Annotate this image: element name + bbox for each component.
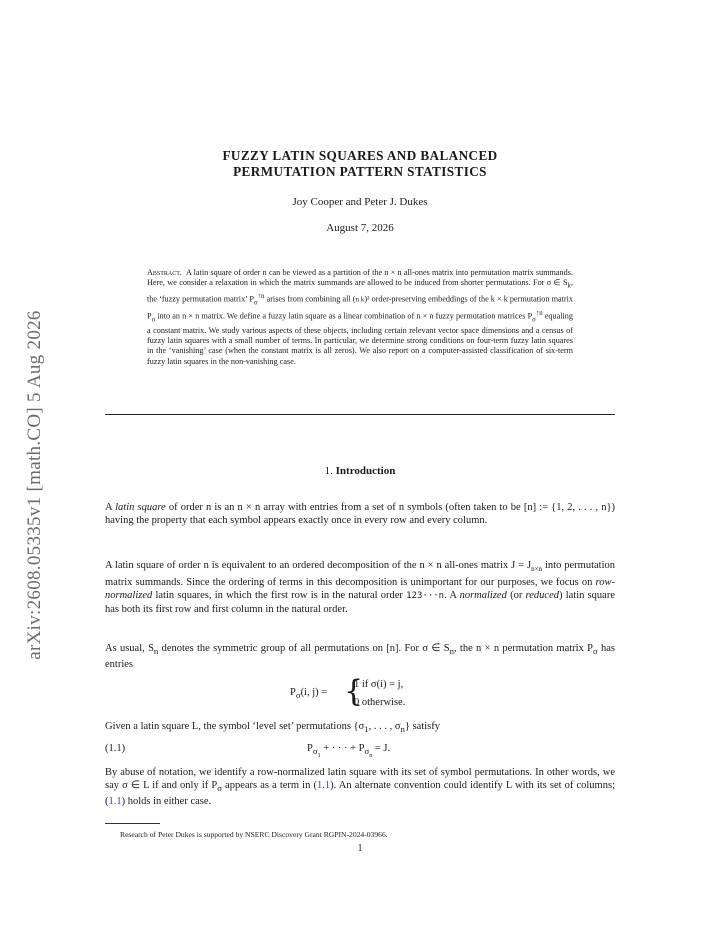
abstract-text-e: into an n × n matrix. We define a fuzzy latin square as a linear combination of n × n fuzzy permutation matrices P bbox=[155, 311, 533, 321]
subscript: n bbox=[449, 646, 454, 657]
title-line-1: FUZZY LATIN SQUARES AND BALANCED bbox=[222, 148, 498, 163]
page-number: 1 bbox=[357, 843, 363, 854]
subscript: n bbox=[153, 646, 159, 657]
text: . A bbox=[444, 590, 460, 602]
natural-order-code: 123···n bbox=[406, 591, 445, 602]
abstract-label: Abstract. bbox=[147, 268, 182, 277]
text: , the n × n permutation matrix P bbox=[453, 643, 593, 654]
emphasis: normalized bbox=[459, 590, 507, 602]
text: has entries bbox=[105, 643, 615, 671]
symbol: P bbox=[307, 743, 313, 754]
text: (or bbox=[506, 590, 526, 602]
subscript: n×n bbox=[531, 565, 543, 574]
text: ). An alternate convention could identify L with its set of columns; ( bbox=[105, 780, 615, 808]
text: } satisfy bbox=[404, 721, 440, 732]
abstract-sub: σ bbox=[532, 316, 536, 324]
abstract-sup: ↑n bbox=[257, 293, 265, 301]
equation-case-1: 1 if σ(i) = j, bbox=[354, 679, 404, 690]
abstract-sub: σ bbox=[151, 316, 156, 324]
abstract-text-f: equaling a constant matrix. We study various aspects of these objects, including certain relevant vector space dimensions and a census of fuzzy latin squares with a small number of terms. In particular, we determine strong conditions on four-term fuzzy latin squares in the ‘vanishing’ case (when the constant matrix is all zeros). We also report on a computer-assisted classification of six-term fuzzy latin squares in the non-vanishing case. bbox=[147, 311, 573, 366]
text: into permutation matrix summands. Since the ordering of terms in this decomposition is unimportant for our purposes, we focus on bbox=[105, 560, 615, 589]
equation-number: (1.1) bbox=[105, 743, 126, 754]
section-number: 1. bbox=[324, 465, 333, 477]
authors: Joy Cooper and Peter J. Dukes bbox=[292, 196, 428, 208]
footnote: Research of Peter Dukes is supported by NSERC Discovery Grant RGPIN-2024-03966. bbox=[120, 830, 388, 839]
abstract-text-d: )² order-preserving embeddings of the k × k permutation matrix P bbox=[147, 295, 573, 321]
paragraph-3 bbox=[105, 642, 615, 671]
text: (i, j) = bbox=[300, 687, 328, 698]
equation-reference-link[interactable]: 1.1 bbox=[316, 780, 331, 791]
subscript bbox=[312, 746, 321, 759]
text: latin squares, in which the first row is in the natural order bbox=[152, 590, 407, 602]
emphasis: row-normalized bbox=[105, 577, 615, 602]
text: + · · · + P bbox=[320, 743, 365, 754]
equation-case-2: 0 otherwise. bbox=[354, 697, 406, 708]
equation-reference-link[interactable]: 1.1 bbox=[108, 796, 122, 808]
text: ) latin square has both its first row and first column in the natural order. bbox=[105, 590, 615, 616]
abstract-text-b: , the ‘fuzzy permutation matrix’ P bbox=[147, 278, 573, 305]
paragraph-1 bbox=[105, 501, 615, 527]
symbol: P bbox=[290, 687, 296, 698]
paragraph-5 bbox=[105, 766, 615, 808]
text: of order n is an n × n array with entries from a set of n symbols (often taken to be [n] := {1, 2, . . . , n}) having the property that each symbol appears exactly once in every row and every column. bbox=[105, 502, 615, 526]
text: = J. bbox=[372, 743, 391, 754]
sub-symbol: σ bbox=[364, 746, 370, 757]
text: ) holds in either case. bbox=[121, 796, 212, 808]
abstract-sup: ↑n bbox=[535, 310, 543, 318]
text: A latin square of order n is equivalent to an ordered decomposition of the n × n all-ones matrix J = J bbox=[105, 560, 532, 571]
paper-title bbox=[105, 148, 615, 180]
text: Given a latin square L, the symbol ‘level set’ permutations {σ bbox=[105, 721, 365, 732]
equation-lhs bbox=[290, 687, 327, 700]
sub-symbol: σ bbox=[312, 746, 318, 757]
section-title: Introduction bbox=[335, 465, 396, 477]
abstract-sub: σ bbox=[253, 299, 258, 307]
arxiv-stamp bbox=[10, 310, 60, 660]
equation-1-1 bbox=[307, 743, 390, 759]
text: A bbox=[105, 502, 116, 513]
section-heading bbox=[105, 465, 615, 477]
text: , . . . , σ bbox=[368, 721, 401, 732]
subscript: n bbox=[400, 724, 405, 735]
text: As usual, S bbox=[105, 643, 154, 654]
equation-brace: { bbox=[344, 674, 364, 709]
subscript: 1 bbox=[364, 724, 369, 735]
emphasis: latin square bbox=[115, 502, 166, 513]
text: appears as a term in ( bbox=[221, 780, 317, 791]
subscript: σ bbox=[217, 783, 222, 794]
subscript: σ bbox=[295, 690, 301, 701]
date: August 7, 2026 bbox=[326, 222, 394, 234]
emphasis: reduced bbox=[525, 590, 559, 602]
abstract bbox=[147, 268, 573, 367]
sub-index: 1 bbox=[317, 752, 321, 759]
text: By abuse of notation, we identify a row-normalized latin square with its set of symbol permutations. In other words, we say σ ∈ L if and only if P bbox=[105, 767, 615, 791]
title-line-2: PERMUTATION PATTERN STATISTICS bbox=[233, 164, 487, 179]
subscript: σ bbox=[592, 646, 598, 657]
abstract-text-a: A latin square of order n can be viewed as a partition of the n × n all-ones matrix into permutation matrix summands. Here, we consider a relaxation in which the matrix summands are allowed to be induced from shorter permutations. For σ ∈ S bbox=[147, 268, 573, 288]
footnote-rule bbox=[105, 823, 160, 824]
paragraph-2 bbox=[105, 559, 615, 616]
sub-index: n bbox=[369, 752, 373, 759]
abstract-text-c: arises from combining all ( bbox=[264, 295, 356, 305]
abstract-binom: n k bbox=[355, 296, 365, 305]
arxiv-id: arXiv:2608.05335v1 [math.CO] 5 Aug 2026 bbox=[24, 310, 45, 660]
section-divider bbox=[105, 414, 615, 415]
abstract-sub: k bbox=[567, 282, 571, 290]
paragraph-4 bbox=[105, 720, 615, 736]
text: denotes the symmetric group of all permutations on [n]. For σ ∈ S bbox=[158, 643, 450, 654]
